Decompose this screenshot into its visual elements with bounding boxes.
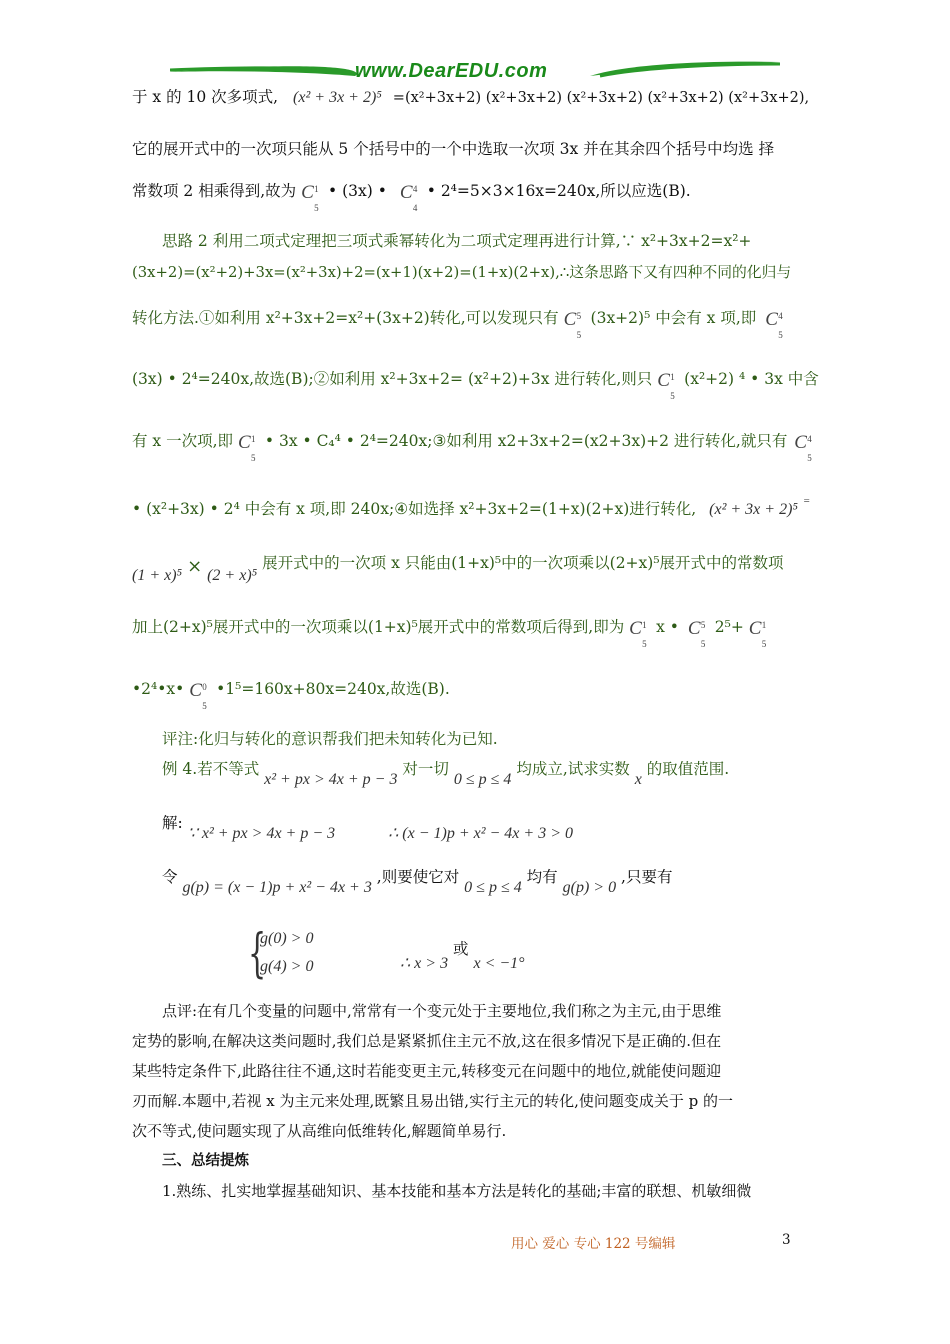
- text-line-11: [132, 614, 771, 649]
- formula-result-a: ∴ x > 3: [400, 955, 449, 972]
- formula-poly5: (x² + 3x + 2)⁵: [293, 89, 382, 106]
- formula-therefore: ∴ (x − 1)p + x² − 4x + 3 > 0: [388, 825, 573, 842]
- text-fragment: 常数项 2 相乘得到,故为: [132, 182, 297, 200]
- text-fragment: 均成立,试求实数: [516, 760, 630, 778]
- text-fragment: 于 x 的 10 次多项式,: [132, 88, 279, 106]
- comment-line: 评注:化归与转化的意识帮我们把未知转化为已知.: [162, 730, 498, 748]
- text-fragment: 令: [162, 868, 178, 886]
- text-fragment: 的取值范围.: [646, 760, 730, 778]
- text-fragment: ,则要使它对: [376, 868, 460, 886]
- text-line-10: [132, 552, 784, 587]
- review-line-5: 次不等式,使问题实现了从高维向低维转化,解题简单易行.: [132, 1122, 507, 1140]
- text-fragment: 均有: [526, 868, 558, 886]
- text-line-9: [132, 490, 810, 521]
- times-sign: ×: [187, 556, 203, 577]
- combination-symbol: C 5 5: [563, 309, 582, 340]
- site-logo-text: www.DearEDU.com: [355, 60, 548, 82]
- text-fragment: 转化方法.①如利用 x²+3x+2=x²+(3x+2)转化,可以发现只有: [132, 309, 559, 327]
- page-number: 3: [782, 1232, 791, 1248]
- text-fragment: •2⁴•x•: [132, 680, 185, 698]
- text-line-3: [132, 178, 691, 213]
- combination-symbol: C 1 5: [748, 618, 767, 649]
- formula-poly5: (x² + 3x + 2)⁵: [709, 501, 798, 518]
- system-eq-1: g(0) > 0: [260, 930, 314, 947]
- combination-symbol: C 4 5: [794, 432, 812, 463]
- review-line-3: 某些特定条件下,此路往往不通,这时若能变更主元,转移变元在问题中的地位,就能使问题迎: [132, 1062, 722, 1080]
- text-fragment: =(x²+3x+2) (x²+3x+2) (x²+3x+2) (x²+3x+2) (x²+3x+2),: [392, 90, 810, 106]
- let-line: [162, 866, 672, 899]
- text-fragment: • 3x • C₄⁴ • 2⁴=240x;③如利用 x2+3x+2=(x2+3x)+2 进行转化,就只有: [264, 432, 788, 450]
- text-fragment: (3x+2)⁵ 中会有 x 项,即: [590, 309, 757, 327]
- text-line-4: 思路 2 利用二项式定理把三项式乘幂转化为二项式定理再进行计算,∵ x²+3x+2=x²+: [162, 232, 752, 250]
- text-line-5: (3x+2)=(x²+2)+3x=(x²+3x)+2=(x+1)(x+2)=(1+x)(2+x),∴这条思路下又有四种不同的化归与: [132, 264, 792, 281]
- formula-p-range: 0 ≤ p ≤ 4: [453, 771, 512, 788]
- text-fragment: x •: [656, 618, 679, 636]
- combination-symbol: C 1 5: [657, 370, 675, 401]
- text-fragment: 例 4.若不等式: [162, 760, 260, 778]
- section-heading: 三、总结提炼: [162, 1153, 249, 1169]
- text-fragment: • (x²+3x) • 2⁴ 中会有 x 项,即 240x;④如选择 x²+3x+2=(1+x)(2+x)进行转化,: [132, 500, 697, 518]
- combination-symbol: C 1 5: [629, 618, 647, 649]
- combination-symbol: C 4 5: [765, 309, 783, 340]
- formula-x: x: [634, 771, 642, 788]
- combination-symbol: C 5 5: [687, 618, 706, 649]
- text-line-1: [132, 86, 809, 109]
- text-fragment: •1⁵=160x+80x=240x,故选(B).: [216, 680, 450, 698]
- text-line-8: [132, 428, 816, 463]
- text-line-6: [132, 305, 787, 340]
- review-line-2: 定势的影响,在解决这类问题时,我们总是紧紧抓住主元不放,这在很多情况下是正确的.但在: [132, 1032, 722, 1050]
- review-line-1: 点评:在有几个变量的问题中,常常有一个变元处于主要地位,我们称之为主元,由于思维: [162, 1002, 722, 1020]
- example-4-statement: [162, 758, 729, 791]
- text-fragment: • 2⁴=5×3×16x=240x,所以应选(B).: [426, 182, 691, 200]
- text-fragment: 展开式中的一次项 x 只能由(1+x)⁵中的一次项乘以(2+x)⁵展开式中的常数项: [262, 554, 784, 572]
- combination-symbol: C 0 5: [189, 680, 207, 711]
- summary-point-1: 1.熟练、扎实地掌握基础知识、基本技能和基本方法是转化的基础;丰富的联想、机敏细微: [162, 1182, 752, 1200]
- text-fragment: (3x) • 2⁴=240x,故选(B);②如利用 x²+3x+2= (x²+2)+3x 进行转化,则只: [132, 370, 653, 388]
- text-line-7: [132, 366, 819, 401]
- or-word: 或: [453, 940, 469, 958]
- text-fragment: 对一切: [402, 760, 449, 778]
- text-line-12: [132, 676, 450, 711]
- formula-inequality: x² + px > 4x + p − 3: [264, 771, 398, 788]
- review-line-4: 刃而解.本题中,若视 x 为主元来处理,既繁且易出错,实行主元的转化,使问题变成关于 p 的一: [132, 1092, 733, 1110]
- combination-symbol: C 1 5: [301, 182, 319, 213]
- system-eq-2: g(4) > 0: [260, 958, 314, 975]
- combination-symbol: C 4 4: [399, 182, 418, 213]
- text-fragment: 有 x 一次项,即: [132, 432, 234, 450]
- combination-symbol: C 1 5: [237, 432, 256, 463]
- result-line: [400, 938, 525, 975]
- system-brace: {: [248, 924, 267, 984]
- formula-g-definition: g(p) = (x − 1)p + x² − 4x + 3: [182, 879, 372, 896]
- text-fragment: 2⁵+: [714, 618, 744, 636]
- formula-g-positive: g(p) > 0: [562, 879, 617, 896]
- solution-line: [162, 812, 573, 845]
- footer-slogan: 用心 爱心 专心 122 号编辑: [511, 1236, 676, 1252]
- formula-2x5: (2 + x)⁵: [207, 567, 258, 584]
- solution-label: 解:: [162, 814, 183, 832]
- formula-because: ∵ x² + px > 4x + p − 3: [187, 825, 336, 842]
- equals-sign: =: [802, 495, 811, 507]
- text-line-2: 它的展开式中的一次项只能从 5 个括号中的一个中选取一次项 3x 并在其余四个括号中均选 择: [132, 140, 775, 158]
- text-fragment: • (3x) •: [328, 182, 387, 200]
- text-fragment: (x²+2) ⁴ • 3x 中含: [684, 370, 819, 388]
- formula-1x5: (1 + x)⁵: [132, 567, 183, 584]
- text-fragment: 加上(2+x)⁵展开式中的一次项乘以(1+x)⁵展开式中的常数项后得到,即为: [132, 618, 625, 636]
- text-fragment: ,只要有: [621, 868, 673, 886]
- formula-p-range: 0 ≤ p ≤ 4: [464, 879, 522, 896]
- formula-result-b: x < −1°: [473, 955, 525, 972]
